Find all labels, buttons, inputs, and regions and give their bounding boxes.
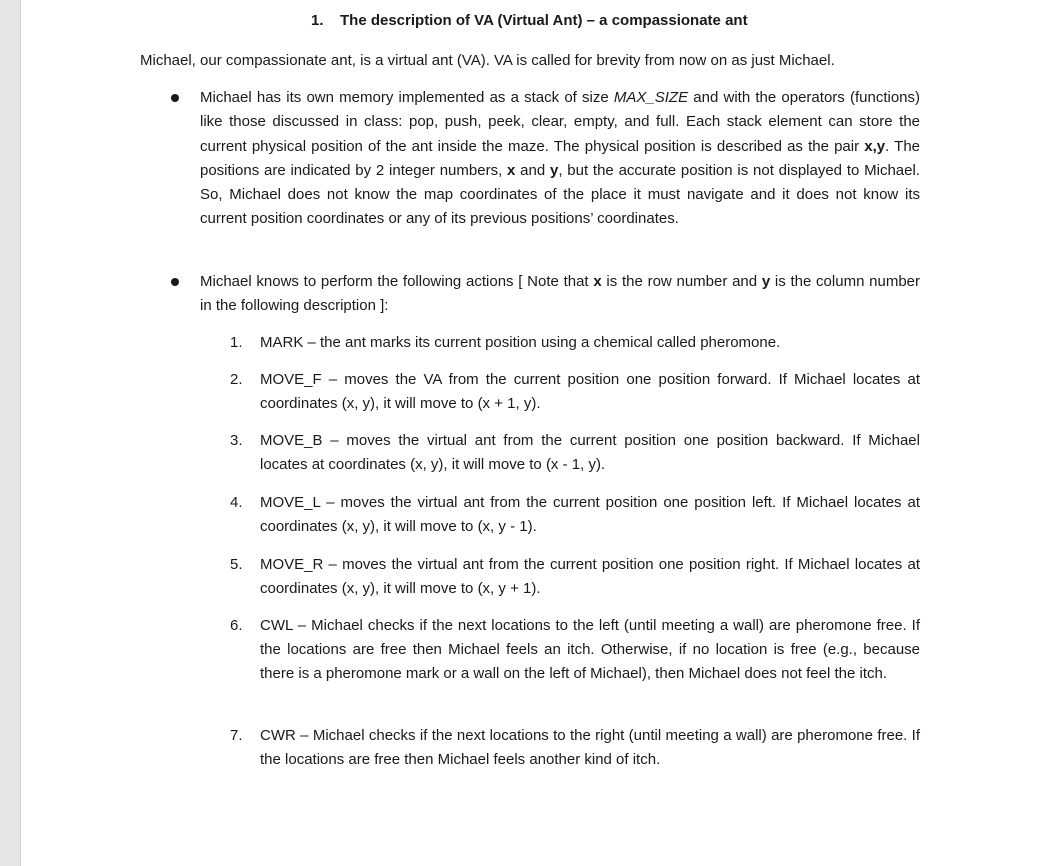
intro-paragraph: Michael, our compassionate ant, is a virtual ant (VA). VA is called for brevity from now on as just Michael.	[140, 52, 835, 69]
action-number: 6.	[230, 617, 243, 634]
x-term: x	[593, 273, 602, 290]
y-term: y	[549, 161, 559, 179]
action-item-cwl: CWL – Michael checks if the next locations to the left (until meeting a wall) are pheromone free. If the locations are free then Michael feels an itch. Otherwise, if no location is free (e.g., because there is a pheromone mark or a wall on the left of Michael), then Michael does not feel the itch.	[260, 617, 920, 683]
x-term: x	[507, 161, 516, 179]
action-number: 3.	[230, 432, 243, 449]
bullet-icon	[171, 278, 179, 286]
action-item-move-l: MOVE_L – moves the virtual ant from the current position one position left. If Michael locates at coordinates (x, y), it will move to (x, y - 1).	[260, 494, 920, 536]
action-number: 1.	[230, 334, 243, 351]
action-number: 7.	[230, 727, 243, 744]
section-number: 1.	[311, 12, 324, 29]
action-item-move-f: MOVE_F – moves the VA from the current position one position forward. If Michael locates at coordinates (x, y), it will move to (x + 1, y).	[260, 371, 920, 413]
action-item-move-r: MOVE_R – moves the virtual ant from the current position one position right. If Michael locates at coordinates (x, y), it will move to (x, y + 1).	[260, 556, 920, 598]
bullet-paragraph-actions: Michael knows to perform the following actions [ Note that x is the row number and y is the column number in the following description ]:	[200, 273, 920, 315]
action-number: 5.	[230, 556, 243, 573]
action-item-mark: MARK – the ant marks its current position using a chemical called pheromone.	[260, 334, 781, 351]
action-item-cwr: CWR – Michael checks if the next locations to the right (until meeting a wall) are pheromone free. If the locations are free then Michael feels another kind of itch.	[260, 727, 920, 769]
max-size-term: MAX_SIZE	[613, 89, 689, 106]
xy-term: x,y	[864, 137, 886, 155]
y-term: y	[761, 273, 771, 290]
action-item-move-b: MOVE_B – moves the virtual ant from the current position one position backward. If Michael locates at coordinates (x, y), it will move to (x - 1, y).	[260, 432, 920, 474]
document-page	[21, 0, 1037, 866]
bullet-paragraph-memory: Michael has its own memory implemented as a stack of size MAX_SIZE and with the operators (functions) like those discussed in class: pop, push, peek, clear, empty, and full. Each stack element can store the current physical position of the ant inside the maze. The physical position is described as the pair x,y. The positions are indicated by 2 integer numbers, x and y, but the accurate position is not displayed to Michael. So, Michael does not know the map coordinates of the place it must navigate and it does not know its current position coordinates or any of its previous positions’ coordinates.	[200, 89, 921, 228]
action-number: 4.	[230, 494, 243, 511]
section-heading	[311, 12, 748, 29]
page-gutter	[0, 0, 21, 866]
bullet-icon	[171, 94, 179, 102]
section-title: The description of VA (Virtual Ant) – a compassionate ant	[340, 12, 748, 29]
action-number: 2.	[230, 371, 243, 388]
